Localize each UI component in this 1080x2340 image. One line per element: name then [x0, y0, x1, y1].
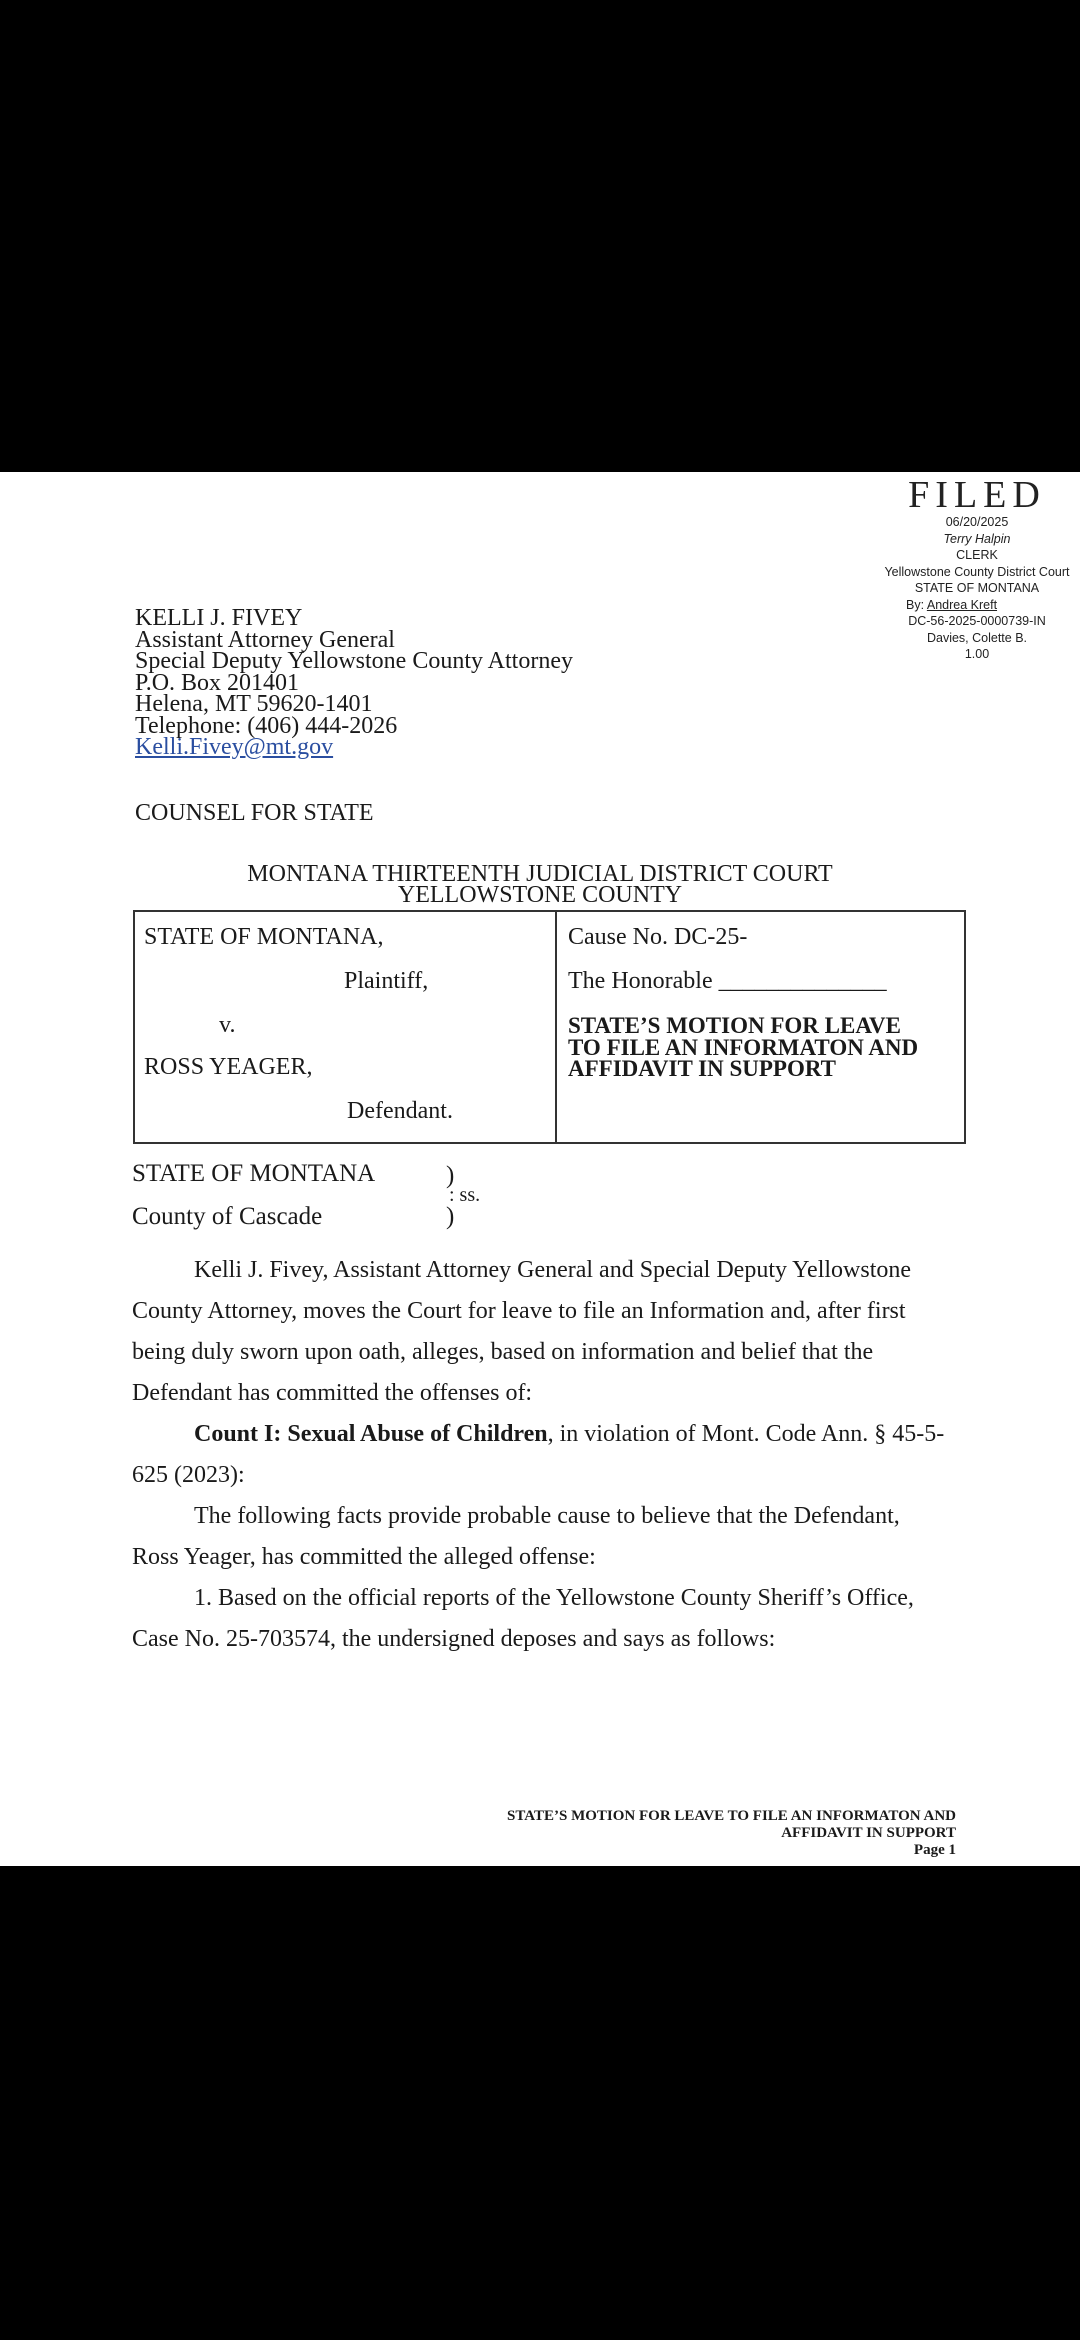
footer-title-line-1: STATE’S MOTION FOR LEAVE TO FILE AN INFORMATON AND [507, 1808, 956, 1824]
attorney-title-1: Assistant Attorney General [135, 626, 395, 653]
honorable-judge: The Honorable ______________ [568, 968, 887, 994]
plaintiff-label: Plaintiff, [344, 968, 429, 994]
cause-number: Cause No. DC-25- [568, 924, 748, 950]
attorney-email-link[interactable]: Kelli.Fivey@mt.gov [135, 734, 334, 760]
count-heading: Count I: Sexual Abuse of Children [194, 1421, 548, 1447]
defendant-label: Defendant. [347, 1098, 453, 1124]
document-page [0, 472, 1080, 1866]
counsel-for-state: COUNSEL FOR STATE [135, 800, 374, 826]
motion-title-line-2: TO FILE AN INFORMATON AND [568, 1034, 919, 1060]
stamp-judge: Davies, Colette B. [926, 630, 1028, 645]
attorney-city: Helena, MT 59620-1401 [135, 691, 373, 717]
paragraph-count [132, 1414, 952, 1496]
plaintiff-name: STATE OF MONTANA, [144, 924, 384, 950]
stamp-state: STATE OF MONTANA [914, 581, 1040, 595]
versus-label: v. [219, 1012, 236, 1038]
stamp-court: Yellowstone County District Court [884, 564, 1070, 579]
clerk-name: Terry Halpin [943, 531, 1011, 546]
filed-label: FILED [908, 474, 1046, 516]
court-heading [0, 861, 1080, 908]
motion-title [568, 1015, 918, 1080]
attorney-po-box: P.O. Box 201401 [135, 669, 300, 696]
footer-title-line-2: AFFIDAVIT IN SUPPORT [781, 1825, 956, 1841]
court-name: MONTANA THIRTEENTH JUDICIAL DISTRICT COURT [247, 861, 833, 887]
paragraph-reports: 1. Based on the official reports of the Yellowstone County Sheriff’s Office, Case No. 25-703574, the undersigned deposes and says as follows: [132, 1585, 914, 1652]
count-statute: , in violation of Mont. Code Ann. § 45-5-625 (2023): [132, 1421, 945, 1488]
venue-county: County of Cascade [132, 1203, 323, 1230]
clerk-title: CLERK [956, 548, 998, 562]
case-caption-box [133, 910, 966, 1144]
motion-title-line-3: AFFIDAVIT IN SUPPORT [568, 1056, 836, 1081]
venue-state: STATE OF MONTANA [132, 1160, 376, 1187]
paragraph-probable-cause: The following facts provide probable cause to believe that the Defendant, Ross Yeager, has committed the alleged offense: [132, 1503, 900, 1570]
filed-date: 06/20/2025 [945, 515, 1009, 529]
attorney-title-2: Special Deputy Yellowstone County Attorney [135, 648, 573, 674]
venue-paren-1: ) [446, 1162, 455, 1189]
attorney-phone: Telephone: (406) 444-2026 [135, 712, 398, 739]
page-footer [507, 1808, 956, 1859]
venue-ss: : ss. [449, 1184, 481, 1206]
stamp-by [872, 597, 1080, 614]
stamp-case-no: DC-56-2025-0000739-IN [908, 614, 1046, 628]
paragraph-motion-intro: Kelli J. Fivey, Assistant Attorney General and Special Deputy Yellowstone County Attorney, moves the Court for leave to file an Information and, after first being duly sworn upon oath, alleges, based on information and belief that the Defendant has committed the offenses of: [132, 1257, 912, 1406]
venue-paren-2: ) [446, 1203, 455, 1230]
footer-page-number: Page 1 [913, 1842, 956, 1858]
caption-divider [555, 912, 557, 1142]
stamp-version: 1.00 [964, 647, 990, 661]
filed-stamp [872, 472, 1080, 663]
attorney-name: KELLI J. FIVEY [135, 605, 303, 631]
court-county: YELLOWSTONE COUNTY [397, 882, 683, 908]
attorney-block [135, 605, 573, 760]
by-label: By: [906, 597, 925, 612]
motion-title-line-1: STATE’S MOTION FOR LEAVE [568, 1013, 901, 1038]
by-name: Andrea Kreft [926, 597, 998, 612]
defendant-name: ROSS YEAGER, [144, 1054, 313, 1080]
